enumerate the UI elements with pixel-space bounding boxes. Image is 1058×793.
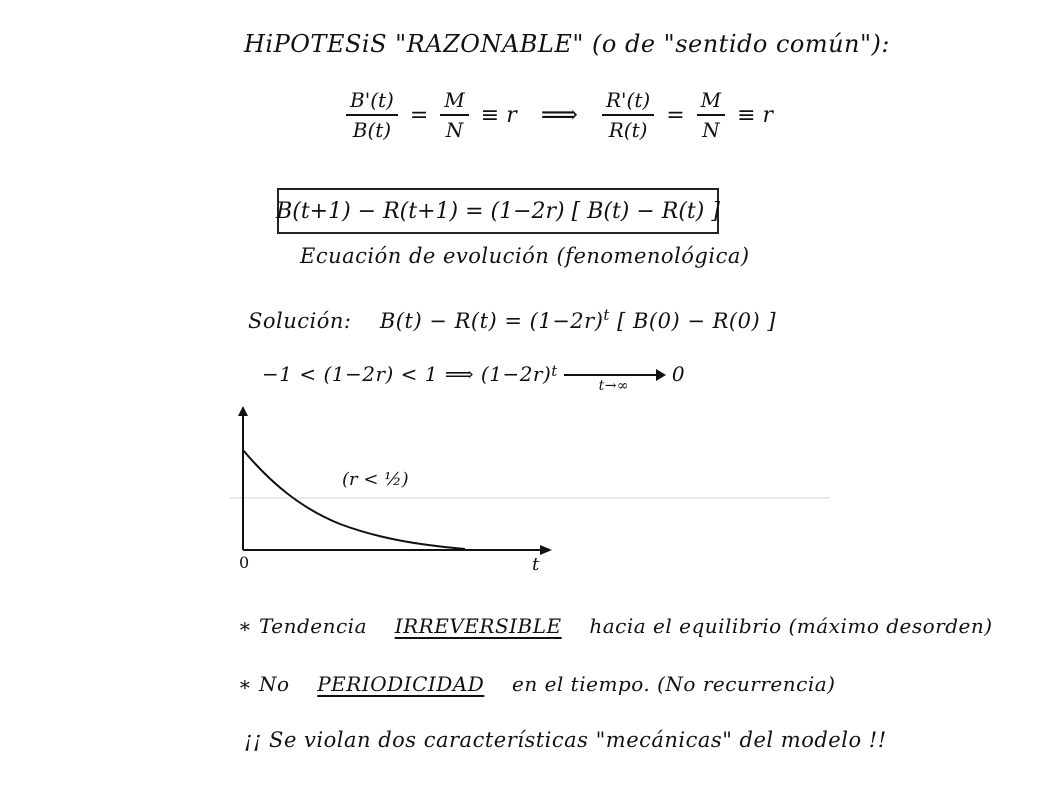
origin-label: 0 — [239, 553, 250, 572]
fraction-numerator: M — [440, 88, 468, 116]
fraction-m-n — [440, 88, 468, 142]
evolution-equation: B(t+1) − R(t+1) = (1−2r) [ B(t) − R(t) ] — [276, 198, 720, 224]
ratio-equation — [340, 88, 779, 142]
bullet-periodicity — [238, 672, 835, 696]
bullet-irreversible — [238, 614, 993, 638]
solution-label: Solución: — [248, 309, 352, 333]
equals-sign: = — [409, 102, 429, 128]
arrow-icon — [564, 374, 664, 376]
equiv-r: ≡ r — [737, 102, 774, 128]
evolution-caption: Ecuación de evolución (fenomenológica) — [300, 244, 750, 268]
graph-annotation: (r < ½) — [342, 469, 409, 490]
decay-curve — [243, 450, 465, 549]
fraction-denominator: R(t) — [608, 118, 648, 142]
y-axis-arrow-icon — [238, 406, 248, 416]
bullet-mark: ∗ — [238, 614, 253, 638]
fraction-denominator: B(t) — [352, 118, 392, 142]
limit-arrow — [564, 362, 664, 394]
limit-result: 0 — [671, 362, 686, 386]
page-title: HiPOTESiS "RAZONABLE" (o de "sentido común"): — [244, 30, 890, 58]
limit-arrow-subscript: t→∞ — [598, 378, 630, 394]
bullet-emphasis: IRREVERSIBLE — [394, 614, 562, 638]
bullet-pre: No — [258, 672, 290, 696]
bullet-mark: ∗ — [238, 672, 253, 696]
limit-condition: −1 < (1−2r) < 1 ⟹ (1−2r) — [262, 362, 552, 386]
limit-line — [262, 362, 685, 394]
bullet-post: en el tiempo. (No recurrencia) — [512, 672, 836, 696]
evolution-equation-box — [277, 188, 719, 234]
fraction-r — [602, 88, 654, 142]
equals-sign: = — [666, 102, 685, 128]
fraction-numerator: M — [697, 88, 725, 116]
implies-arrow: ⟹ — [540, 100, 578, 130]
x-axis-label: t — [532, 554, 540, 575]
bullet-emphasis: PERIODICIDAD — [317, 672, 485, 696]
equiv-r: ≡ r — [480, 102, 517, 128]
solution-line — [248, 306, 776, 333]
bullet-pre: Tendencia — [258, 614, 367, 638]
fraction-denominator: N — [702, 118, 720, 142]
decay-graph — [230, 400, 840, 580]
solution-body: B(t) − R(t) = (1−2r) — [379, 309, 604, 333]
fraction-b — [346, 88, 398, 142]
fraction-m-n — [697, 88, 725, 142]
bullet-post: hacia el equilibrio (máximo desorden) — [589, 614, 993, 638]
fraction-denominator: N — [445, 118, 464, 142]
x-axis-arrow-icon — [540, 545, 552, 555]
fraction-numerator: R'(t) — [602, 88, 654, 116]
closing-remark: ¡¡ Se violan dos características "mecánicas" del modelo !! — [244, 728, 887, 752]
solution-tail: [ B(0) − R(0) ] — [617, 309, 777, 333]
solution-exponent: t — [603, 306, 610, 324]
fraction-numerator: B'(t) — [346, 88, 398, 116]
limit-exponent: t — [551, 362, 558, 380]
